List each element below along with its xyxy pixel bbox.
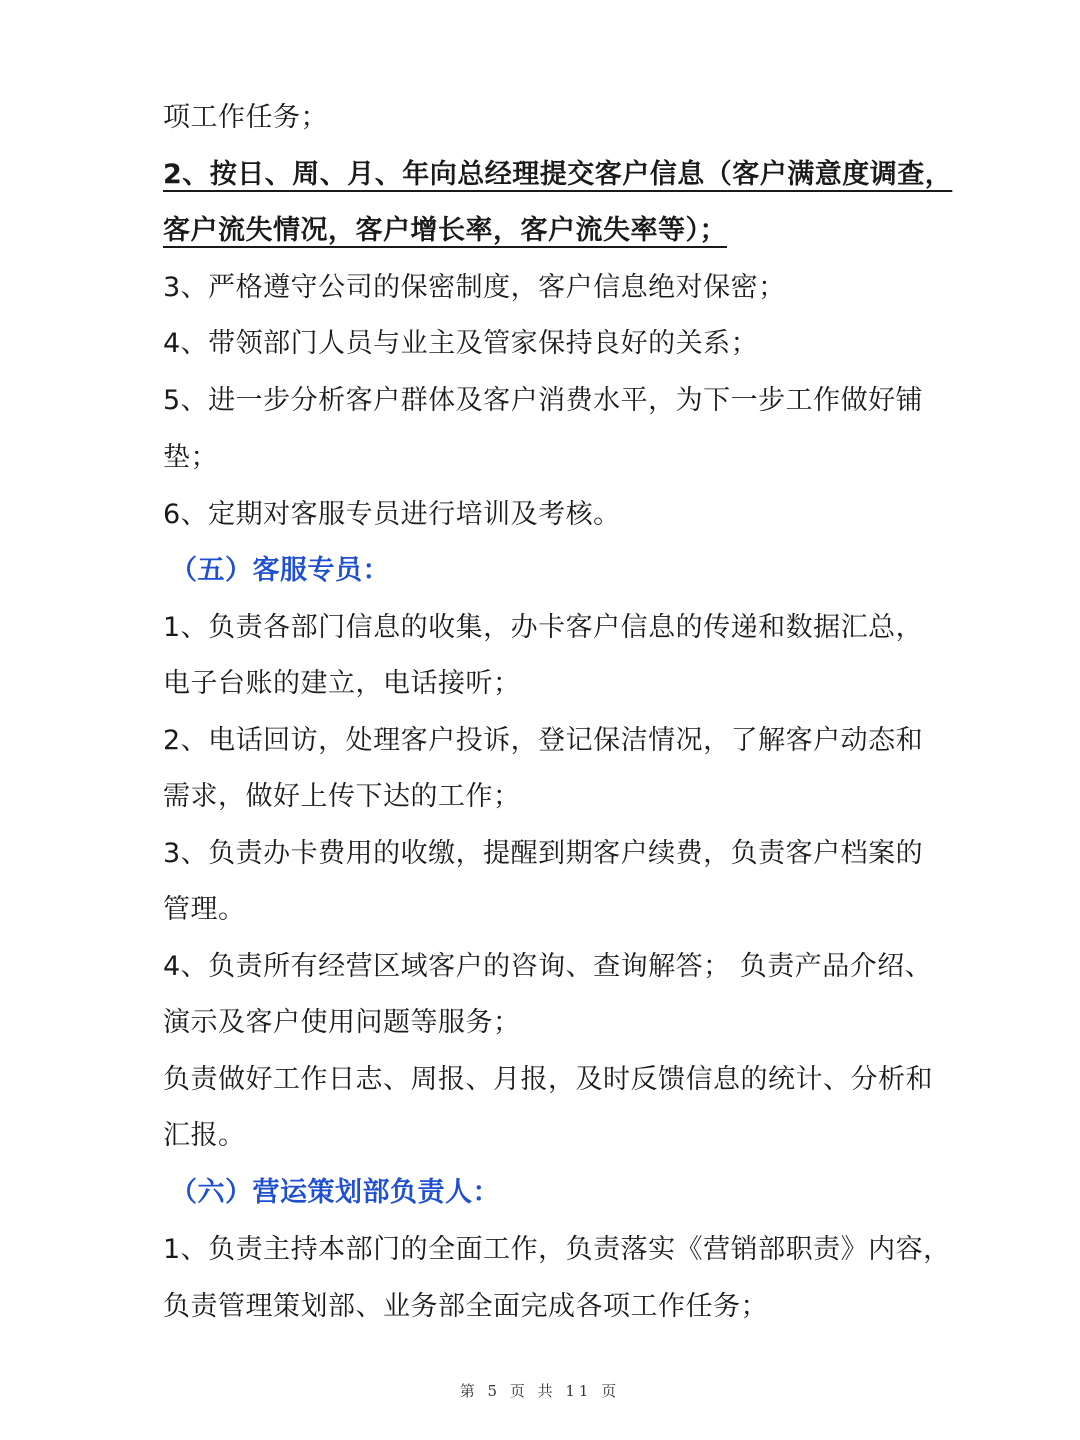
text-line: 2、电话回访，处理客户投诉，登记保洁情况，了解客户动态和 (163, 725, 924, 756)
text-line: 负责管理策划部、业务部全面完成各项工作任务； (163, 1291, 768, 1322)
text-line: 1、负责主持本部门的全面工作，负责落实《营销部职责》内容， (163, 1234, 951, 1265)
section-heading: （五）客服专员： (170, 555, 390, 586)
page-number-footer: 第 5 页 共 11 页 (459, 1382, 621, 1400)
text-line: 汇报。 (163, 1120, 246, 1151)
text-line: 管理。 (163, 894, 246, 925)
text-line: 3、负责办卡费用的收缴，提醒到期客户续费，负责客户档案的 (163, 838, 924, 869)
text-line: 1、负责各部门信息的收集，办卡客户信息的传递和数据汇总， (163, 612, 924, 643)
text-line: 电子台账的建立，电话接听； (163, 668, 521, 699)
bold-text-line: 客户流失情况，客户增长率，客户流失率等）； (163, 215, 727, 246)
text-line: 4、负责所有经营区域客户的咨询、查询解答； 负责产品介绍、 (163, 951, 933, 982)
text-line: 负责做好工作日志、周报、月报，及时反馈信息的统计、分析和 (163, 1064, 933, 1095)
text-line: 演示及客户使用问题等服务； (163, 1007, 521, 1038)
text-line: 6、定期对客服专员进行培训及考核。 (163, 499, 621, 530)
text-line: 项工作任务； (163, 102, 328, 133)
text-line: 4、带领部门人员与业主及管家保持良好的关系； (163, 328, 759, 359)
text-line: 3、严格遵守公司的保密制度，客户信息绝对保密； (163, 272, 786, 303)
text-line: 需求，做好上传下达的工作； (163, 781, 521, 812)
bold-text-line: 2、按日、周、月、年向总经理提交客户信息（客户满意度调查， (163, 159, 953, 190)
section-heading: （六）营运策划部负责人： (170, 1177, 500, 1208)
text-line: 5、进一步分析客户群体及客户消费水平，为下一步工作做好铺 (163, 385, 924, 416)
text-line: 垫； (163, 442, 218, 473)
